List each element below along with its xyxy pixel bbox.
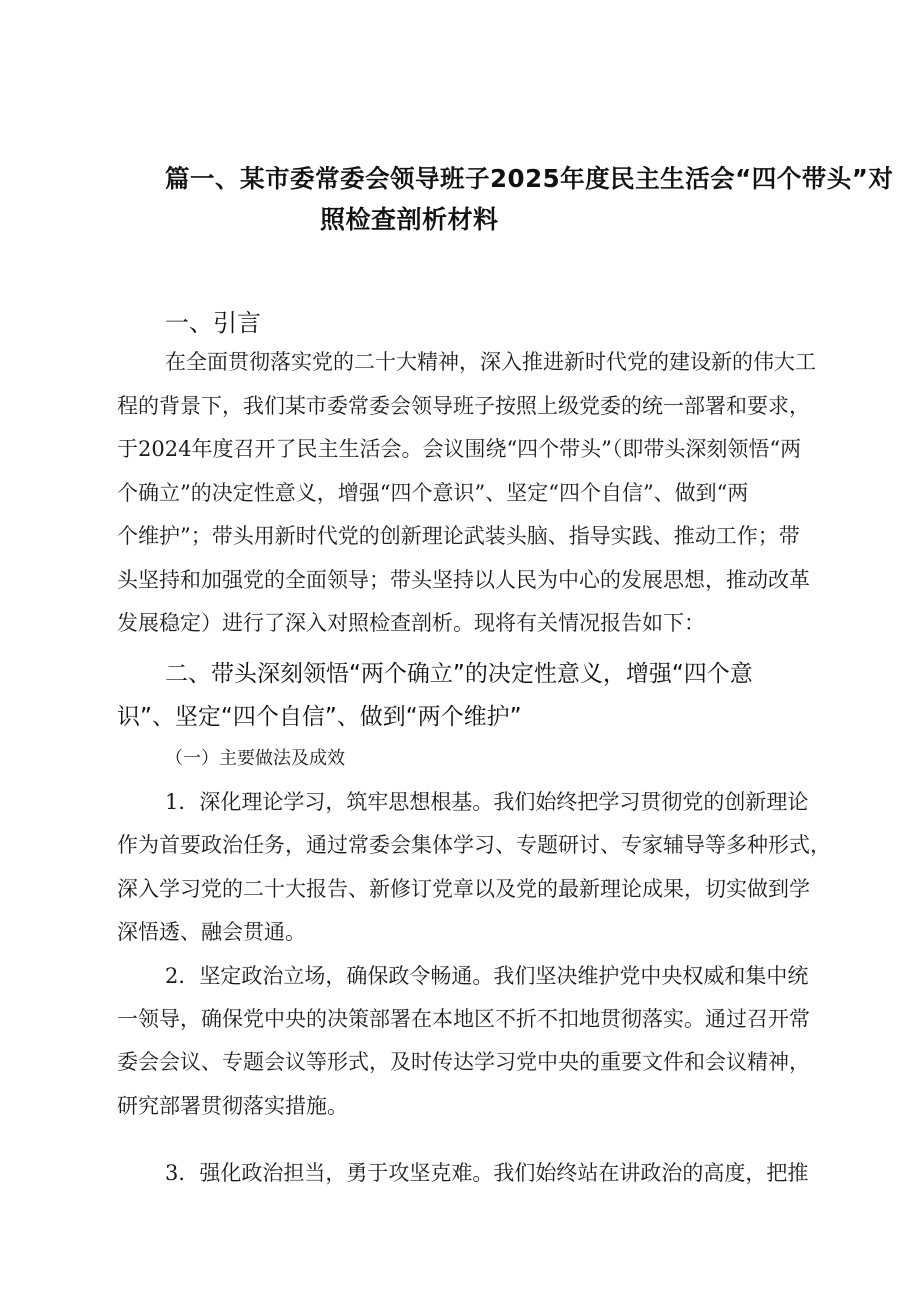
intro-paragraph-line: 于2024年度召开了民主生活会。会议围绕“四个带头”（即带头深刻领悟“两 bbox=[117, 437, 802, 461]
intro-paragraph-line: 在全面贯彻落实党的二十大精神，深入推进新时代党的建设新的伟大工 bbox=[165, 350, 816, 374]
item-1-line: 深悟透、融会贯通。 bbox=[117, 920, 306, 944]
intro-paragraph-line: 发展稳定）进行了深入对照检查剖析。现将有关情况报告如下： bbox=[117, 611, 705, 635]
item-1-line: 深入学习党的二十大报告、新修订党章以及党的最新理论成果，切实做到学 bbox=[117, 877, 810, 901]
item-3-line: 3．强化政治担当，勇于攻坚克难。我们始终站在讲政治的高度，把推 bbox=[165, 1161, 809, 1185]
item-2-line: 2．坚定政治立场，确保政令畅通。我们坚决维护党中央权威和集中统 bbox=[165, 964, 809, 988]
item-2-line: 一领导，确保党中央的决策部署在本地区不折不扣地贯彻落实。通过召开常 bbox=[117, 1007, 810, 1031]
item-2-line: 研究部署贯彻落实措施。 bbox=[117, 1094, 348, 1118]
item-1-line: 1．深化理论学习，筑牢思想根基。我们始终把学习贯彻党的创新理论 bbox=[165, 790, 809, 814]
item-2-line: 委会会议、专题会议等形式，及时传达学习党中央的重要文件和会议精神， bbox=[117, 1050, 810, 1074]
document-title-line-1: 篇一、某市委常委会领导班子2025年度民主生活会“四个带头”对 bbox=[165, 164, 894, 193]
intro-paragraph-line: 个维护”；带头用新时代党的创新理论武装头脑、指导实践、推动工作；带 bbox=[117, 524, 800, 548]
sub-heading-main-practices: （一）主要做法及成效 bbox=[165, 748, 345, 769]
intro-paragraph-line: 程的背景下，我们某市委常委会领导班子按照上级党委的统一部署和要求， bbox=[117, 394, 810, 418]
section-heading-two-line-1: 二、带头深刻领悟“两个确立”的决定性意义，增强“四个意 bbox=[165, 661, 753, 687]
item-1-line: 作为首要政治任务，通过常委会集体学习、专题研讨、专家辅导等多种形式， bbox=[117, 833, 831, 857]
section-heading-two-line-2: 识”、坚定“四个自信”、做到“两个维护” bbox=[117, 704, 522, 730]
intro-paragraph-line: 头坚持和加强党的全面领导；带头坚持以人民为中心的发展思想，推动改革 bbox=[117, 568, 810, 592]
document-title-line-2: 照检查剖析材料 bbox=[320, 205, 499, 234]
intro-paragraph-line: 个确立”的决定性意义，增强“四个意识”、坚定“四个自信”、做到“两 bbox=[117, 481, 749, 505]
section-heading-introduction: 一、引言 bbox=[165, 309, 261, 337]
